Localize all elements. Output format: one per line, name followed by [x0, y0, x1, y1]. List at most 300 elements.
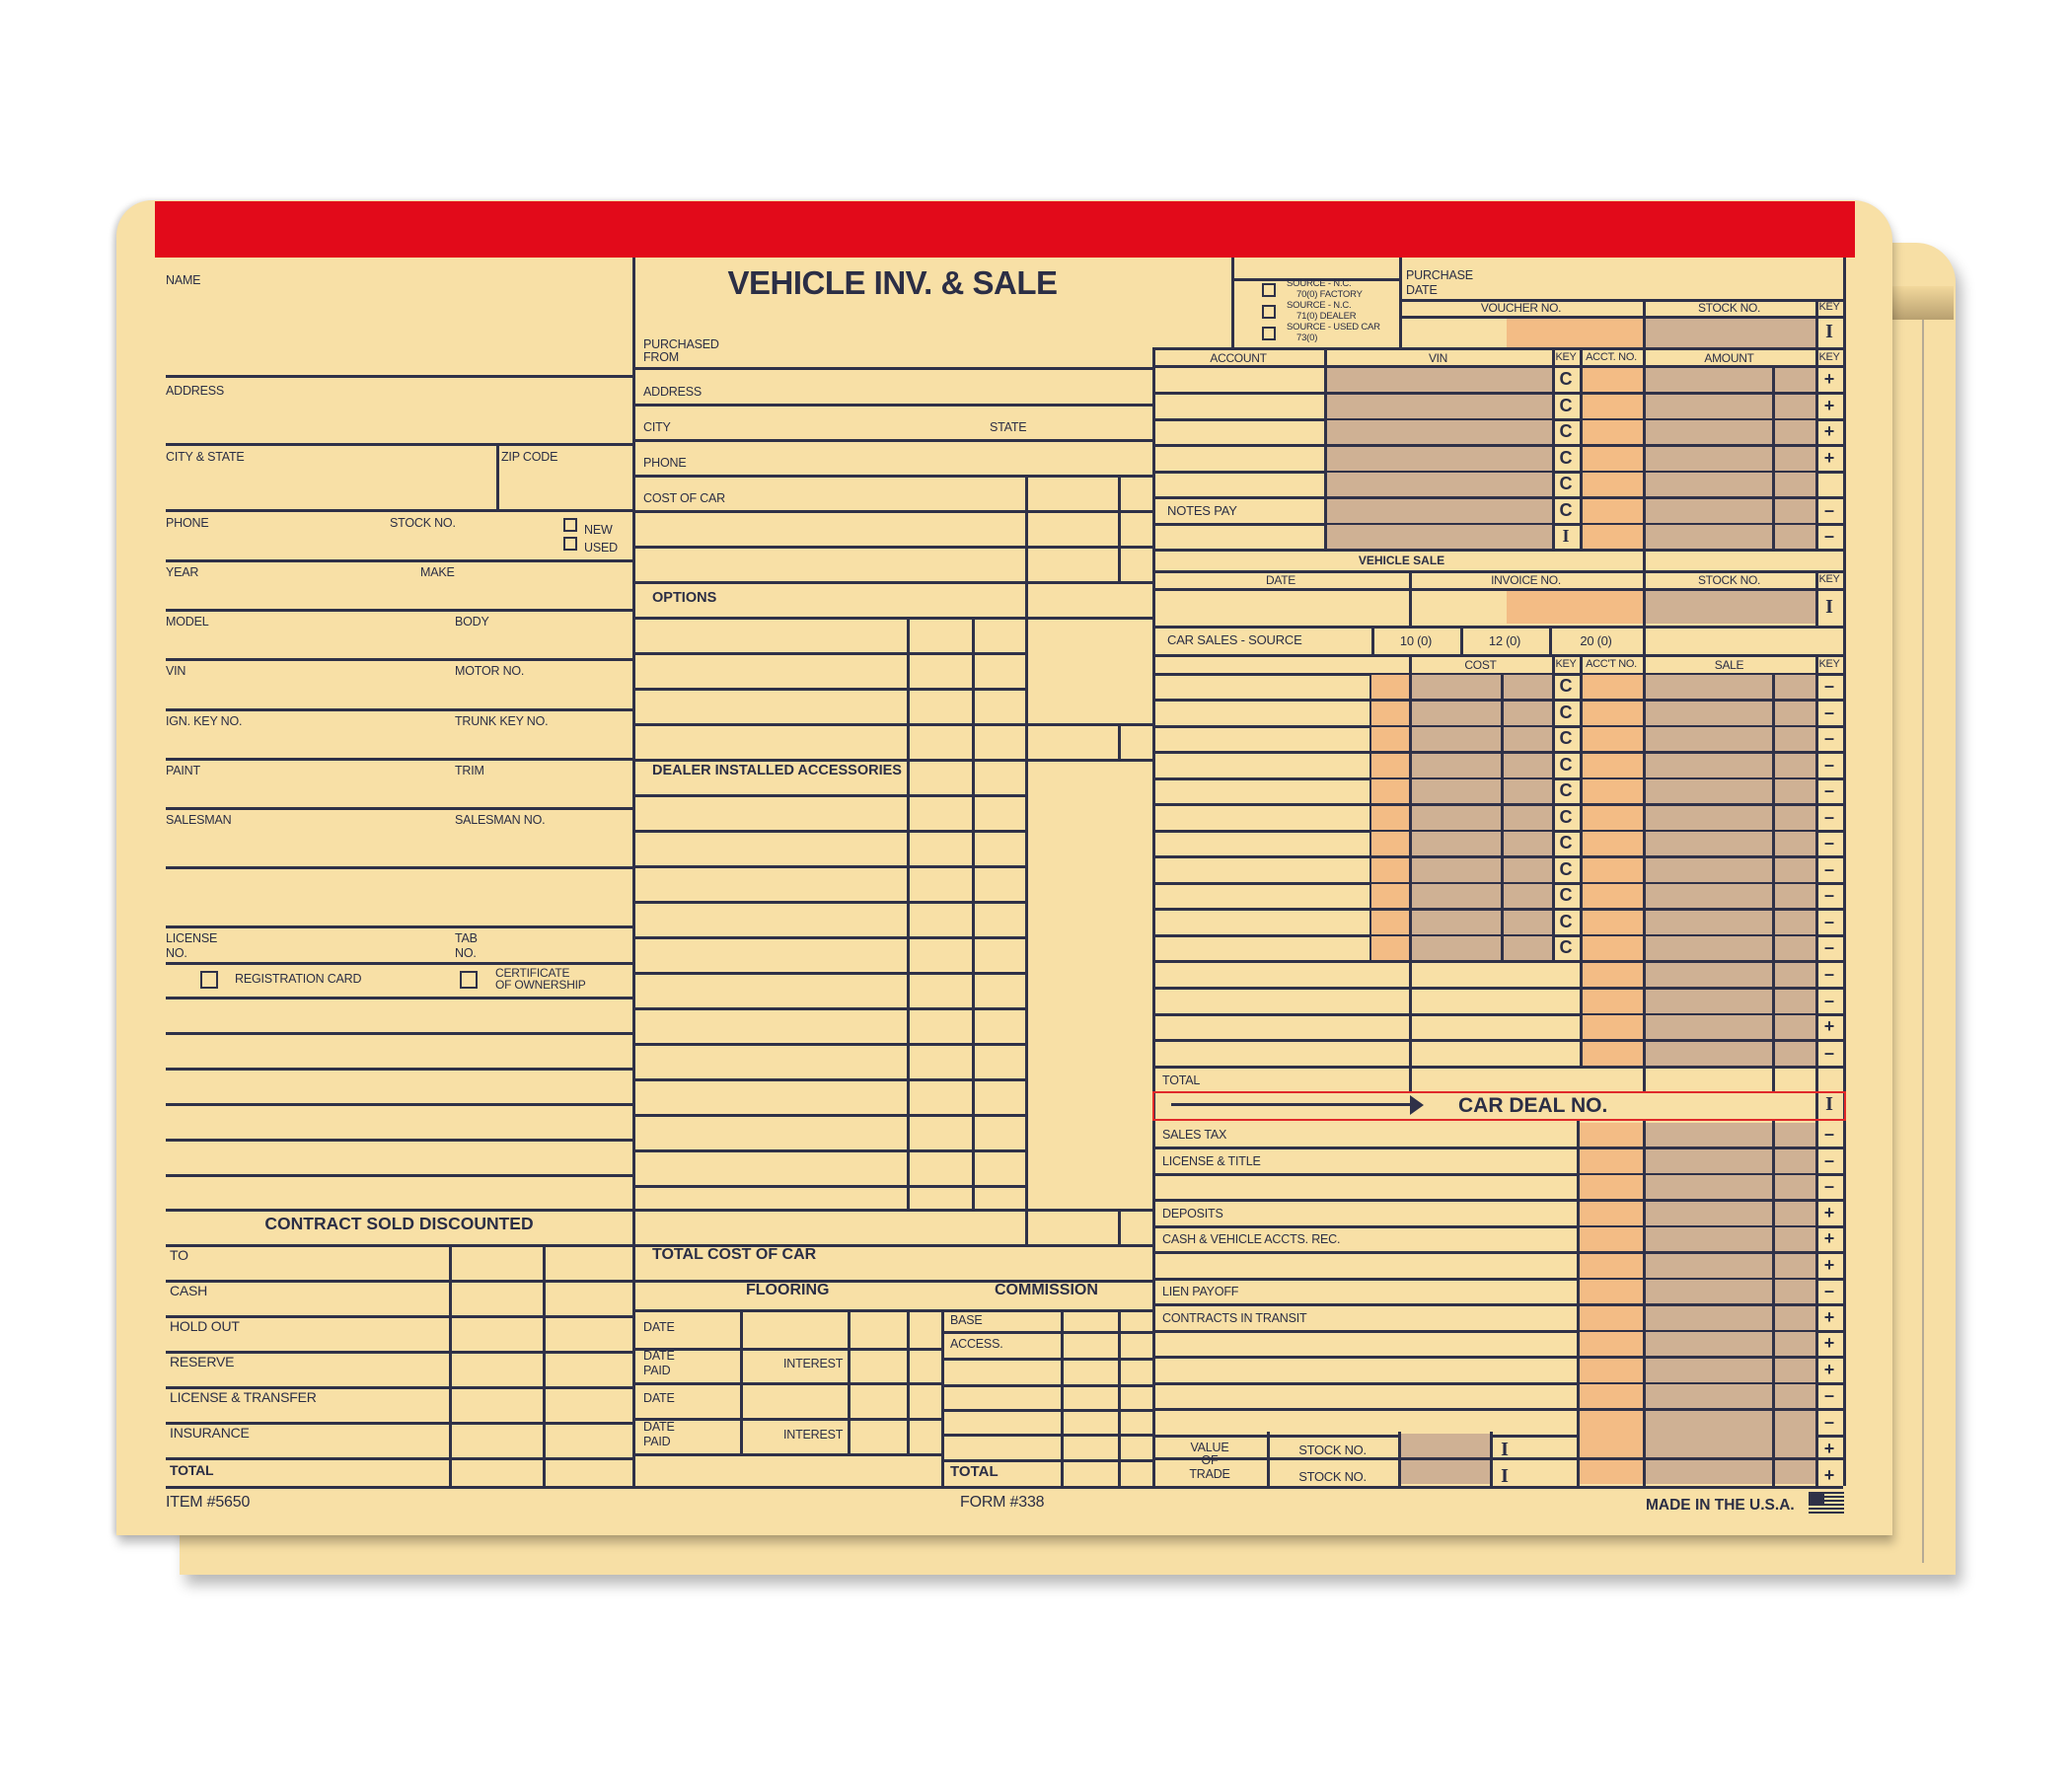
new-checkbox[interactable] [563, 518, 577, 532]
amount-field[interactable] [1412, 806, 1501, 830]
amount-field[interactable] [1412, 884, 1501, 908]
back-folder-edge [1922, 320, 1924, 1563]
rule-line [941, 1434, 1152, 1437]
rule-line [166, 1457, 632, 1460]
trade-key-2: I [1501, 1465, 1509, 1487]
rule-line [941, 1331, 1152, 1334]
account-number-field[interactable] [1583, 911, 1643, 934]
rule-line [1231, 258, 1234, 347]
amount-field[interactable] [1412, 754, 1501, 777]
source-factory-checkbox[interactable] [1262, 283, 1276, 297]
rule-line [166, 658, 632, 661]
account-number-field[interactable] [1580, 1306, 1643, 1330]
contract-row-total: TOTAL [170, 1462, 214, 1478]
ign-key-label: IGN. KEY NO. [166, 714, 243, 728]
account-number-field[interactable] [1583, 473, 1643, 496]
rule-line [1118, 475, 1121, 581]
key-header: KEY [1555, 351, 1577, 363]
account-number-field[interactable] [1583, 990, 1643, 1013]
amount-field[interactable] [1775, 473, 1815, 496]
sale-row-key: C [1559, 937, 1573, 957]
account-number-field[interactable] [1580, 1175, 1643, 1199]
source-dealer-line2: 71(0) DEALER [1296, 311, 1357, 322]
account-row-key: C [1559, 499, 1573, 520]
rule-line [632, 830, 1025, 833]
amount-field[interactable] [1775, 1254, 1815, 1278]
rule-line [632, 546, 1152, 549]
account-number-field[interactable] [1583, 779, 1643, 803]
rule-line [166, 1174, 632, 1177]
account-row-sign: + [1823, 395, 1835, 415]
account-number-field[interactable] [1583, 936, 1643, 960]
trade-sign-2: + [1823, 1465, 1835, 1485]
amount-field[interactable] [1775, 1411, 1815, 1435]
purchase-date-label-2: DATE [1406, 283, 1438, 297]
account-number-field[interactable] [1580, 1411, 1643, 1435]
amount-field[interactable] [1775, 702, 1815, 725]
rule-line [632, 439, 1152, 442]
amount-field[interactable] [1646, 395, 1772, 418]
amount-field[interactable] [1646, 702, 1772, 725]
account-number-field[interactable] [1371, 936, 1409, 960]
account-number-field[interactable] [1580, 1149, 1643, 1173]
source-used-car-line1: SOURCE - USED CAR [1287, 322, 1380, 333]
flooring-date-1: DATE [643, 1320, 675, 1334]
account-number-field[interactable] [1371, 779, 1409, 803]
rule-line [1843, 258, 1846, 1486]
amount-field[interactable] [1775, 1280, 1815, 1303]
sale-row-sign: – [1823, 885, 1834, 905]
voucher-no-header: VOUCHER NO. [1480, 301, 1562, 315]
account-number-field[interactable] [1583, 806, 1643, 830]
amount-field[interactable] [1646, 1175, 1772, 1199]
amount-field[interactable] [1646, 1306, 1772, 1330]
rule-line [632, 1185, 1025, 1188]
amount-field[interactable] [1775, 1042, 1815, 1066]
sale-total-label: TOTAL [1162, 1073, 1201, 1087]
amount-field[interactable] [1646, 1042, 1772, 1066]
sale-extra-row-sign: – [1823, 964, 1834, 984]
amount-field[interactable] [1646, 319, 1815, 347]
vehicle-sale-title: VEHICLE SALE [1358, 554, 1445, 567]
account-number-field[interactable] [1583, 420, 1643, 444]
amount-field[interactable] [1504, 727, 1552, 751]
account-number-field[interactable] [1583, 884, 1643, 908]
rule-line [941, 1384, 1152, 1387]
amount-field[interactable] [1775, 963, 1815, 987]
contract-title: CONTRACT SOLD DISCOUNTED [264, 1214, 534, 1233]
deduction-row-sign: + [1823, 1359, 1835, 1379]
paint-label: PAINT [166, 764, 200, 777]
rule-line [632, 1382, 944, 1385]
amount-field[interactable] [1646, 590, 1815, 624]
account-number-field[interactable] [1580, 1254, 1643, 1278]
deduction-row-sign: – [1823, 1124, 1834, 1144]
flooring-date-paid-1b: PAID [643, 1364, 671, 1377]
amount-field[interactable] [1327, 368, 1552, 392]
account-number-field[interactable] [1583, 754, 1643, 777]
sale-extra-row-sign: + [1823, 1016, 1835, 1036]
rule-line [1152, 347, 1843, 350]
amount-field[interactable] [1775, 754, 1815, 777]
amount-field[interactable] [1504, 675, 1552, 699]
trade-sign-1: + [1823, 1439, 1835, 1458]
amount-field[interactable] [1646, 1280, 1772, 1303]
trunk-key-label: TRUNK KEY NO. [455, 714, 549, 728]
account-row-sign: + [1823, 421, 1835, 441]
car-deal-no-row[interactable] [1152, 1091, 1846, 1121]
amount-field[interactable] [1775, 447, 1815, 471]
deduction-row-label: LIEN PAYOFF [1162, 1285, 1239, 1298]
total-cost-of-car-label: TOTAL COST OF CAR [652, 1246, 817, 1263]
body-label: BODY [455, 615, 489, 629]
source-factory-line2: 70(0) FACTORY [1296, 289, 1363, 300]
source-12: 12 (0) [1488, 633, 1521, 648]
sale-row-key: C [1559, 728, 1573, 748]
sale-row-key: C [1559, 676, 1573, 696]
registration-card-checkbox[interactable] [200, 971, 218, 989]
amount-field[interactable] [1646, 779, 1772, 803]
amount-field[interactable] [1327, 447, 1552, 471]
amount-field[interactable] [1646, 420, 1772, 444]
amount-field[interactable] [1412, 911, 1501, 934]
motor-no-label: MOTOR NO. [455, 664, 525, 678]
account-row-label: NOTES PAY [1167, 502, 1237, 518]
rule-line [1118, 1209, 1121, 1244]
amount-field[interactable] [1775, 1384, 1815, 1408]
amount-field[interactable] [1775, 1175, 1815, 1199]
amount-field[interactable] [1775, 1434, 1815, 1457]
account-number-field[interactable] [1580, 1460, 1643, 1484]
account-number-field[interactable] [1580, 1280, 1643, 1303]
rule-line [166, 1486, 632, 1489]
amount-field[interactable] [1412, 779, 1501, 803]
account-number-field[interactable] [1580, 1202, 1643, 1225]
account-number-field[interactable] [1371, 702, 1409, 725]
car-sales-source-label: CAR SALES - SOURCE [1167, 632, 1302, 647]
account-number-field[interactable] [1583, 395, 1643, 418]
source-dealer-line1: SOURCE - N.C. [1287, 300, 1352, 311]
rule-line [166, 375, 632, 378]
contract-row-reserve: RESERVE [170, 1354, 235, 1369]
amount-field[interactable] [1504, 858, 1552, 882]
amount-field[interactable] [1775, 779, 1815, 803]
amount-field[interactable] [1504, 911, 1552, 934]
sale-row-sign: – [1823, 806, 1834, 827]
account-number-field[interactable] [1507, 319, 1643, 347]
rule-line [632, 901, 1025, 904]
deduction-row-sign: + [1823, 1333, 1835, 1353]
amount-field[interactable] [1646, 447, 1772, 471]
amount-field[interactable] [1775, 858, 1815, 882]
rule-line [1152, 347, 1155, 1486]
rule-line [941, 1459, 1152, 1462]
amount-field[interactable] [1327, 525, 1552, 549]
account-number-field[interactable] [1580, 1123, 1643, 1147]
rule-line [1643, 626, 1646, 654]
rule-line [632, 367, 1152, 370]
account-number-field[interactable] [1371, 675, 1409, 699]
amount-field[interactable] [1504, 936, 1552, 960]
amount-field[interactable] [1646, 1384, 1772, 1408]
rule-line [166, 1244, 632, 1247]
car-deal-no-label: CAR DEAL NO. [1458, 1094, 1608, 1117]
account-number-field[interactable] [1507, 590, 1643, 624]
amount-field[interactable] [1412, 858, 1501, 882]
flooring-interest-1: INTEREST [783, 1357, 844, 1370]
amount-field[interactable] [1327, 499, 1552, 523]
account-number-field[interactable] [1371, 806, 1409, 830]
rule-line [632, 972, 1025, 975]
account-number-field[interactable] [1583, 1015, 1643, 1039]
account-number-field[interactable] [1583, 727, 1643, 751]
purchase-date-label-1: PURCHASE [1406, 268, 1473, 282]
acct-no-sale-header: ACC'T NO. [1586, 658, 1637, 670]
amount-field[interactable] [1775, 1359, 1815, 1382]
account-row-sign: + [1823, 447, 1835, 468]
sale-row-key: C [1559, 858, 1573, 879]
amount-field[interactable] [1504, 779, 1552, 803]
amount-field[interactable] [1646, 1123, 1772, 1147]
rule-line [632, 794, 1025, 797]
amount-field[interactable] [1775, 990, 1815, 1013]
rule-line [632, 865, 1025, 868]
rule-line [632, 510, 1152, 513]
amount-field[interactable] [1775, 1306, 1815, 1330]
rule-line [166, 609, 632, 612]
used-checkbox[interactable] [563, 537, 577, 551]
amount-field[interactable] [1775, 911, 1815, 934]
trade-label-1: VALUE [1190, 1441, 1229, 1454]
amount-field[interactable] [1775, 1332, 1815, 1356]
rule-line [1152, 654, 1843, 657]
rule-line [166, 758, 632, 761]
made-in-usa: MADE IN THE U.S.A. [1646, 1497, 1795, 1514]
amount-field[interactable] [1646, 806, 1772, 830]
amount-field[interactable] [1327, 420, 1552, 444]
amount-field[interactable] [1775, 420, 1815, 444]
rule-line [632, 1007, 1025, 1010]
account-number-field[interactable] [1583, 963, 1643, 987]
amount-field[interactable] [1646, 525, 1772, 549]
deduction-row-sign: + [1823, 1306, 1835, 1327]
amount-field[interactable] [1412, 675, 1501, 699]
amount-field[interactable] [1504, 754, 1552, 777]
amount-field[interactable] [1646, 1332, 1772, 1356]
rule-line [740, 1309, 743, 1453]
license-label-2: NO. [166, 946, 187, 960]
vin-label: VIN [166, 664, 186, 678]
rule-line [632, 1043, 1025, 1046]
amount-field[interactable] [1646, 1359, 1772, 1382]
account-number-field[interactable] [1371, 727, 1409, 751]
amount-field[interactable] [1775, 675, 1815, 699]
commission-base-label: BASE [950, 1313, 983, 1327]
amount-field[interactable] [1775, 727, 1815, 751]
account-number-field[interactable] [1371, 858, 1409, 882]
amount-field[interactable] [1646, 499, 1772, 523]
amount-field[interactable] [1646, 675, 1772, 699]
deduction-row-sign: – [1823, 1411, 1834, 1432]
account-number-field[interactable] [1580, 1227, 1643, 1251]
source-dealer-checkbox[interactable] [1262, 305, 1276, 319]
car-deal-key: I [1825, 1093, 1833, 1115]
account-row-key: C [1559, 369, 1573, 389]
options-heading: OPTIONS [652, 590, 717, 606]
amount-field[interactable] [1775, 884, 1815, 908]
source-used-car-checkbox[interactable] [1262, 327, 1276, 340]
amount-field[interactable] [1646, 1202, 1772, 1225]
deduction-row-label: CONTRACTS IN TRANSIT [1162, 1310, 1307, 1325]
source-20: 20 (0) [1580, 633, 1612, 648]
account-number-field[interactable] [1580, 1384, 1643, 1408]
invoice-no-header: INVOICE NO. [1491, 573, 1561, 587]
registration-card-label: REGISTRATION CARD [235, 972, 362, 986]
used-label: USED [584, 541, 618, 555]
amount-field[interactable] [1775, 1202, 1815, 1225]
amount-field[interactable] [1401, 1434, 1490, 1457]
rule-line [166, 559, 632, 562]
amount-field[interactable] [1646, 727, 1772, 751]
amount-field[interactable] [1646, 832, 1772, 855]
sale-key2-header: KEY [1818, 658, 1840, 670]
cost-key-header: KEY [1555, 658, 1577, 670]
amount-field[interactable] [1646, 473, 1772, 496]
account-number-field[interactable] [1583, 1042, 1643, 1066]
amount-field[interactable] [1646, 754, 1772, 777]
amount-field[interactable] [1504, 884, 1552, 908]
amount-field[interactable] [1775, 1123, 1815, 1147]
amount-field[interactable] [1646, 858, 1772, 882]
rule-line [166, 708, 632, 711]
rule-line [166, 1139, 632, 1142]
contract-row-hold-out: HOLD OUT [170, 1318, 240, 1334]
amount-field[interactable] [1775, 395, 1815, 418]
address-label: ADDRESS [166, 384, 225, 398]
deduction-row-sign: – [1823, 1385, 1834, 1405]
source-factory-line1: SOURCE - N.C. [1287, 278, 1352, 289]
license-label-1: LICENSE [166, 931, 218, 945]
amount-field[interactable] [1412, 832, 1501, 855]
amount-field[interactable] [1412, 702, 1501, 725]
amount-field[interactable] [1412, 727, 1501, 751]
amount-field[interactable] [1412, 936, 1501, 960]
amount-field[interactable] [1775, 936, 1815, 960]
rule-line [1025, 1209, 1152, 1212]
name-label: NAME [166, 273, 201, 287]
rule-line [166, 1209, 632, 1212]
account-number-field[interactable] [1583, 368, 1643, 392]
amount-field[interactable] [1646, 936, 1772, 960]
account-number-field[interactable] [1371, 832, 1409, 855]
purchase-state-label: STATE [990, 420, 1027, 434]
amount-field[interactable] [1646, 911, 1772, 934]
amount-field[interactable] [1646, 368, 1772, 392]
purchase-key-value: I [1825, 321, 1833, 342]
amount-field[interactable] [1646, 1015, 1772, 1039]
account-number-field[interactable] [1371, 754, 1409, 777]
amount-field[interactable] [1646, 1227, 1772, 1251]
rule-line [1025, 475, 1028, 1209]
account-number-field[interactable] [1371, 884, 1409, 908]
account-number-field[interactable] [1580, 1332, 1643, 1356]
account-number-field[interactable] [1580, 1434, 1643, 1457]
sale-extra-row-sign: – [1823, 990, 1834, 1010]
amount-field[interactable] [1401, 1460, 1490, 1484]
amount-field[interactable] [1775, 1149, 1815, 1173]
amount-field[interactable] [1646, 990, 1772, 1013]
rule-line [1409, 963, 1412, 1091]
source-10: 10 (0) [1399, 633, 1433, 648]
sale-date-header: DATE [1266, 573, 1295, 587]
amount-field[interactable] [1504, 806, 1552, 830]
amount-field[interactable] [1504, 702, 1552, 725]
account-number-field[interactable] [1583, 832, 1643, 855]
account-number-field[interactable] [1580, 1359, 1643, 1382]
rule-line [449, 1244, 452, 1486]
amount-field[interactable] [1775, 1460, 1815, 1484]
certificate-label-1: CERTIFICATE [495, 966, 570, 980]
amount-field[interactable] [1646, 1434, 1772, 1457]
amount-header: AMOUNT [1704, 351, 1754, 365]
sale-key-value: I [1825, 596, 1833, 618]
deduction-row-label: SALES TAX [1162, 1128, 1227, 1142]
rule-line [166, 866, 632, 869]
rule-line [632, 652, 1025, 655]
rule-line [632, 1309, 1152, 1312]
amount-field[interactable] [1504, 832, 1552, 855]
amount-field[interactable] [1646, 1411, 1772, 1435]
account-number-field[interactable] [1583, 447, 1643, 471]
dealer-accessories-heading: DEALER INSTALLED ACCESSORIES [652, 763, 902, 778]
certificate-checkbox[interactable] [460, 971, 478, 989]
amount-field[interactable] [1646, 963, 1772, 987]
amount-field[interactable] [1775, 368, 1815, 392]
account-number-field[interactable] [1583, 702, 1643, 725]
rule-line [632, 1486, 1152, 1489]
amount-field[interactable] [1775, 499, 1815, 523]
amount-field[interactable] [1775, 832, 1815, 855]
make-label: MAKE [420, 565, 455, 579]
amount-field[interactable] [1327, 395, 1552, 418]
amount-field[interactable] [1327, 473, 1552, 496]
account-number-field[interactable] [1583, 499, 1643, 523]
amount-field[interactable] [1646, 884, 1772, 908]
rule-line [166, 807, 632, 810]
rule-line [941, 1358, 1152, 1361]
certificate-label-2: OF OWNERSHIP [495, 978, 586, 992]
account-number-field[interactable] [1583, 675, 1643, 699]
model-label: MODEL [166, 615, 209, 629]
account-number-field[interactable] [1371, 911, 1409, 934]
sale-stock-no-header: STOCK NO. [1697, 573, 1761, 587]
flooring-heading: FLOORING [746, 1282, 830, 1298]
amount-field[interactable] [1775, 806, 1815, 830]
sale-row-key: C [1559, 780, 1573, 800]
amount-field[interactable] [1646, 1460, 1772, 1484]
amount-field[interactable] [1775, 1227, 1815, 1251]
sale-row-key: C [1559, 702, 1573, 722]
amount-field[interactable] [1646, 1254, 1772, 1278]
rule-line [632, 1149, 1025, 1152]
amount-field[interactable] [1775, 525, 1815, 549]
amount-field[interactable] [1646, 1149, 1772, 1173]
account-row-key: C [1559, 474, 1573, 493]
account-number-field[interactable] [1583, 525, 1643, 549]
account-number-field[interactable] [1583, 858, 1643, 882]
sale-extra-row-sign: – [1823, 1042, 1834, 1063]
amount-field[interactable] [1775, 1015, 1815, 1039]
